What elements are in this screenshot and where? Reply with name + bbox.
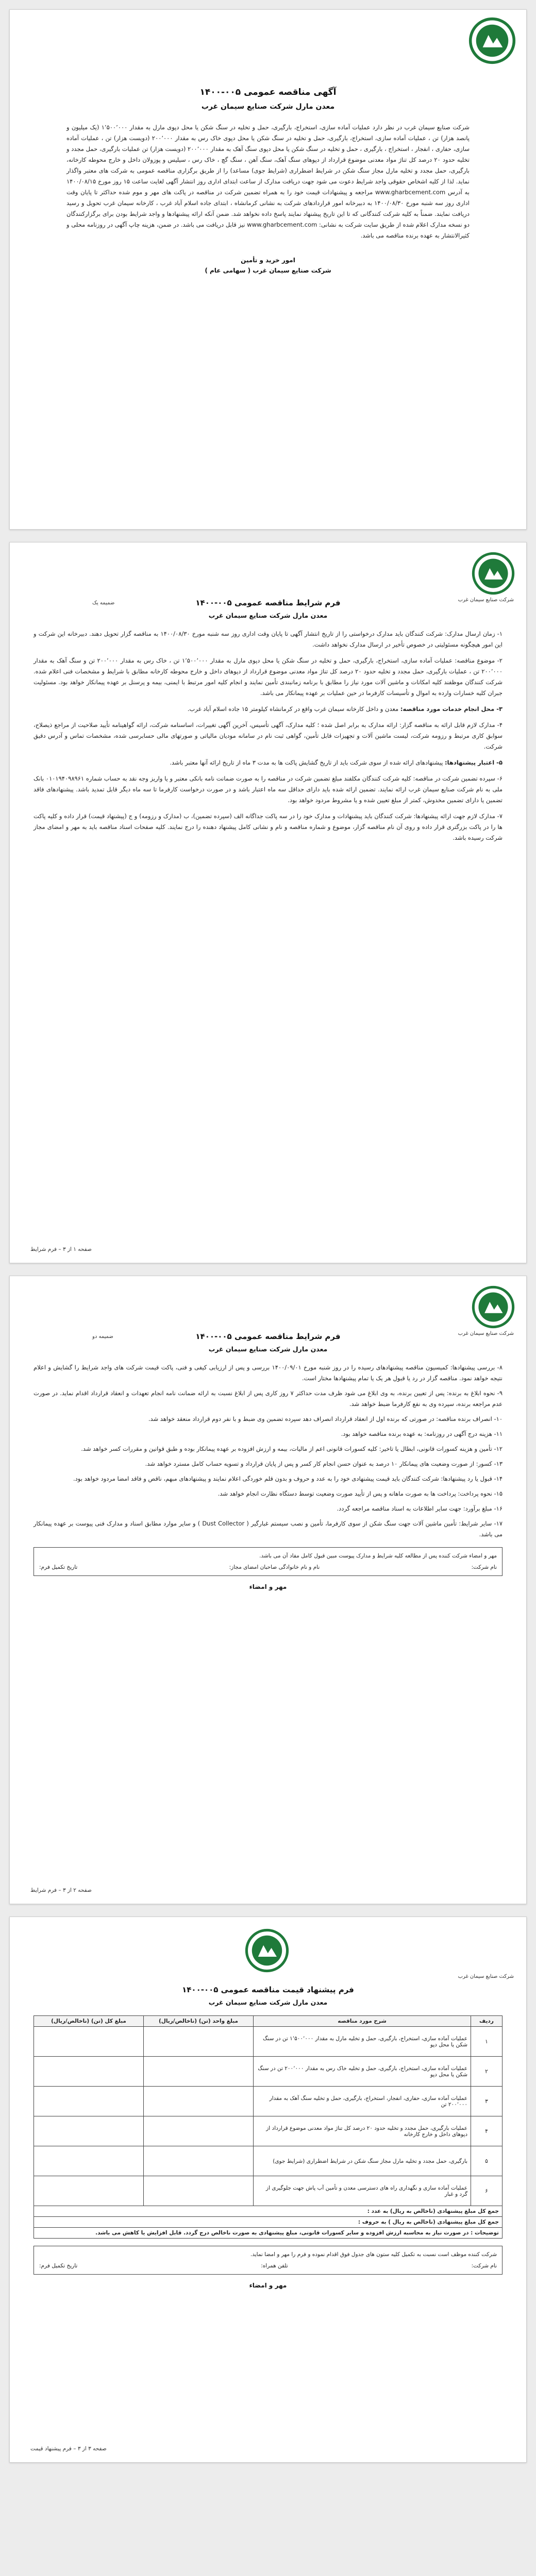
condition-8: ۸- بررسی پیشنهادها: کمیسیون مناقصه پیشنهادهای رسیده را در روز شنبه مورخ ۱۴۰۰/۰۹/۰۱ بررسی و پس از ارزیابی کیفی و فنی، پاکت قیمت شرکت های واجد شرایط را گشایش و اعلام نتیجه خواهد نمود. مناقصه گزار در رد یا قبول هر یک یا تمام پیشنهادها مختار است.: [34, 1364, 502, 1382]
condition-11: ۱۱- هزینه درج آگهی در روزنامه: به عهده برنده مناقصه خواهد بود.: [341, 1430, 502, 1437]
condition-10: ۱۰- انصراف برنده مناقصه: در صورتی که برنده اول از انعقاد قرارداد انصراف دهد سپرده تضمین وی ضبط و با نفر دوم قرارداد منعقد خواهد شد.: [148, 1415, 502, 1422]
total-price-cell[interactable]: [34, 2176, 144, 2206]
unit-price-cell[interactable]: [144, 2027, 254, 2057]
condition-5: [34, 757, 502, 768]
row-description: عملیات آماده سازی و نگهداری راه های دسترسی معدن و تأمین آب پاش جهت جلوگیری از گرد و غبار: [254, 2176, 471, 2206]
conditions-block: [34, 629, 502, 843]
row-description: بارگیری، حمل مجدد و تخلیه مارل مجاز سنگ شکن در شرایط اضطراری (شرایط جوی): [254, 2146, 471, 2176]
table-row: [34, 2027, 502, 2057]
notes-text: توضیحات : در صورت نیاز به محاسبه ارزش افزوده و سایر کسورات قانونی، مبلغ پیشنهادی به صورت ناخالص درج گردد. قابل افزایش یا کاهش می باشد.: [34, 2228, 502, 2239]
condition-13: ۱۳- کسور: از صورت وضعیت های پیمانکار ۱۰ درصد به عنوان حسن انجام کار کسر و پس از پایان قرارداد و تسویه حساب کامل مسترد خواهد شد.: [145, 1460, 502, 1467]
page-price-form: [9, 1917, 527, 2463]
row-description: عملیات بارگیری، حمل مجدد و تخلیه حدود ۲۰ درصد کل تناژ مواد معدنی موضوع قرارداد از دپوهای داخل و خارج کارخانه: [254, 2116, 471, 2146]
row-number: ۵: [471, 2146, 502, 2176]
notes-row: [34, 2228, 502, 2239]
row-number: ۳: [471, 2087, 502, 2116]
company-name-field: نام شرکت:: [471, 2263, 497, 2269]
page-subtitle: معدن مارل شرکت صنایع سیمان غرب: [208, 1345, 328, 1353]
condition-16: ۱۶- مبلغ برآورد: جهت سایر اطلاعات به اسناد مناقصه مراجعه گردد.: [337, 1505, 502, 1512]
attachment-ref: ضمیمه یک: [92, 600, 115, 606]
condition-6: ۶- سپرده تضمین شرکت در مناقصه: کلیه شرکت کنندگان مکلفند مبلغ تضمین شرکت در مناقصه را به صورت ضمانت نامه بانکی معتبر و یا واریز وجه نقد به حساب شماره ۰۱۰۱۹۴۰۹۸۹۶۱ بانک ملی به نام شرکت صنایع سیمان غرب ارائه نمایند. تضمین ارائه شده باید دارای حداقل سه ماه اعتبار باشد و در صورت درخواست کارفرما تا سه ماه دیگر قابل تمدید باشد. پیشنهادهای فاقد تضمین یا دارای تضمین مخدوش، کمتر از مبلغ تعیین شده و یا مشروط مردود خواهد بود.: [34, 775, 502, 804]
signature-box: [34, 1547, 502, 1576]
row-number: ۴: [471, 2116, 502, 2146]
row-description: عملیات آماده سازی، استخراج، بارگیری، حمل و تخلیه مارل به مقدار ۱٬۵۰۰٬۰۰۰ تن در سنگ شکن یا محل دپو: [254, 2027, 471, 2057]
conditions-block: [34, 1362, 502, 1540]
signatory-field: نام و نام خانوادگی صاحبان امضای مجاز:: [229, 1564, 320, 1570]
company-logo: [472, 1285, 515, 1329]
sum-number-label: جمع کل مبلغ پیشنهادی (ناخالص به ریال) به عدد :: [34, 2206, 502, 2217]
company-logo: [245, 1928, 289, 1973]
condition-5-label: ۵- اعتبار پیشنهادها:: [444, 759, 502, 766]
row-description: عملیات آماده سازی، استخراج، بارگیری، حمل و تخلیه خاک رس به مقدار ۲۰۰٬۰۰۰ تن در سنگ شکن یا محل دپو: [254, 2057, 471, 2087]
phone-field: تلفن همراه:: [261, 2263, 288, 2269]
table-row: [34, 2146, 502, 2176]
sum-words-label: جمع کل مبلغ پیشنهادی (ناخالص به ریال ) به حروف :: [34, 2217, 502, 2228]
condition-14: ۱۴- قبول یا رد پیشنهادها: شرکت کنندگان باید قیمت پیشنهادی خود را به عدد و حروف و بدون قلم خوردگی اعلام نمایند و پیشنهادهای مبهم، ناقص و فاقد امضا مردود خواهد بود.: [73, 1475, 502, 1482]
condition-5-text: پیشنهادهای ارائه شده از سوی شرکت باید از تاریخ گشایش پاکت ها به مدت ۳ ماه از تاریخ ارائه آنها معتبر باشد.: [170, 759, 443, 766]
signature-box: [34, 2246, 502, 2275]
page-footer: صفحه ۱ از ۳ – فرم شرایط: [30, 1246, 92, 1252]
row-number: ۱: [471, 2027, 502, 2057]
price-table: [34, 2015, 502, 2239]
total-price-cell[interactable]: [34, 2057, 144, 2087]
signature-company: شرکت صنایع سیمان غرب ( سهامی عام ): [205, 267, 331, 274]
company-logo: [468, 17, 516, 64]
total-price-cell[interactable]: [34, 2116, 144, 2146]
table-row: [34, 2087, 502, 2116]
row-number: ۶: [471, 2176, 502, 2206]
page-title: آگهی مناقصه عمومی ۰۰۵-۱۴۰۰: [199, 87, 337, 97]
table-header-row: [34, 2016, 502, 2027]
condition-1: ۱- زمان ارسال مدارک: شرکت کنندگان باید مدارک درخواستی را از تاریخ انتشار آگهی تا پایان وقت اداری روز سه شنبه مورخ ۱۴۰۰/۰۸/۳۰ به مناقصه گزار تحویل دهند. دبیرخانه این شرکت و این امور هیچگونه مسئولیتی در خصوص تأخیر در ارسال مدارک نخواهد داشت.: [34, 630, 502, 648]
condition-7: ۷- مدارک لازم جهت ارائه پیشنهادها: شرکت کنندگان باید پیشنهادات و مدارک خود را در سه پاکت جداگانه الف (سپرده تضمین)، ب (مدارک و رزومه) و ج (پیشنهاد قیمت) قرار داده و کلیه پاکت ها را در پاکت بزرگتری قرار داده و روی آن نام مناقصه گزار، موضوع و شماره مناقصه و نام و نشانی کامل پیشنهاد دهنده را درج نمایند. کلیه صفحات اسناد مناقصه باید به مهر و امضای مجاز شرکت رسیده باشد.: [34, 812, 502, 841]
page-subtitle: معدن مارل شرکت صنایع سیمان غرب: [208, 1998, 328, 2006]
stamp-label: مهر و امضاء: [249, 2282, 287, 2289]
page-title: فرم پیشنهاد قیمت مناقصه عمومی ۰۰۵-۱۴۰۰: [182, 1985, 354, 1994]
condition-4: ۴- مدارک لازم قابل ارائه به مناقصه گزار: ارائه مدارک به برابر اصل شده ؛ کلیه مدارک، آگهی تأسیس، آخرین آگهی تغییرات، اساسنامه شرکت، ارائه گواهینامه تأیید صلاحیت از مراجع ذیصلاح، سوابق کاری مرتبط و رزومه شرکت، لیست ماشین آلات و تجهیزات قابل تأمین، گواهی ثبت نام در سامانه مودیان مالیاتی و صورتهای مالی حسابرسی شده، مشخصات تماس و آدرس دقیق شرکت.: [34, 721, 502, 750]
condition-3-label: ۳- محل انجام خدمات مورد مناقصه:: [400, 705, 502, 713]
table-row: [34, 2057, 502, 2087]
total-price-cell[interactable]: [34, 2027, 144, 2057]
date-field: تاریخ تکمیل فرم:: [39, 2263, 78, 2269]
row-description: عملیات آماده سازی، حفاری، انفجار، استخراج، بارگیری، حمل و تخلیه سنگ آهک به مقدار ۲۰۰٬۰۰۰ تن: [254, 2087, 471, 2116]
table-row: [34, 2116, 502, 2146]
page-announcement: [9, 9, 527, 530]
col-row: ردیف: [471, 2016, 502, 2027]
signature-note: شرکت کننده موظف است نسبت به تکمیل کلیه ستون های جدول فوق اقدام نموده و فرم را مهر و امضا نماید.: [250, 2251, 497, 2258]
page-title: فرم شرایط مناقصه عمومی ۰۰۵-۱۴۰۰: [195, 598, 341, 607]
col-total-price: مبلغ کل (تن) (ناخالص/ریال): [34, 2016, 144, 2027]
condition-17: ۱۷- سایر شرایط: تأمین ماشین آلات جهت سنگ شکن از سوی کارفرما، تأمین و نصب سیستم غبارگیر ( Dust Collector ) و سایر موارد مطابق اسناد و مدارک فنی پیوست بر عهده پیمانکار می باشد.: [34, 1520, 502, 1538]
signature-department: امور خرید و تأمین: [241, 257, 295, 264]
table-row: [34, 2176, 502, 2206]
page-footer: صفحه ۳ از ۳ – فرم پیشنهاد قیمت: [30, 2446, 107, 2452]
page-subtitle: معدن مارل شرکت صنایع سیمان غرب: [201, 103, 335, 111]
date-field: تاریخ تکمیل فرم:: [39, 1564, 78, 1570]
unit-price-cell[interactable]: [144, 2057, 254, 2087]
page-footer: صفحه ۲ از ۳ – فرم شرایط: [30, 1887, 92, 1893]
condition-9: ۹- نحوه ابلاغ به برنده: پس از تعیین برنده، به وی ابلاغ می شود ظرف مدت حداکثر ۷ روز کاری پس از ابلاغ نسبت به ارائه ضمانت نامه انجام تعهدات و انعقاد قرارداد اقدام نماید. در صورت عدم مراجعه برنده، سپرده وی به نفع کارفرما ضبط خواهد شد.: [34, 1389, 502, 1408]
condition-2: ۲- موضوع مناقصه: عملیات آماده سازی، استخراج، بارگیری، حمل و تخلیه در سنگ شکن یا محل دپوی مارل به مقدار ۱٬۵۰۰٬۰۰۰ تن ، خاک رس به مقدار ۲۰۰٬۰۰۰ تن و سنگ آهک به مقدار ۲۰۰٬۰۰۰ تن ، عملیات بارگیری، حمل مجدد و تخلیه حدود ۲۰ درصد کل تناژ مواد معدنی موضوع قرارداد از دپوهای داخل و خارج محوطه کارخانه مطابق با شرایط و مشخصات فنی اعلام شده. شرکت کنندگان موظفند کلیه امکانات و ماشین آلات مورد نیاز را مطابق با برنامه زمانبندی تأمین نمایند و انجام کلیه امور مرتبط با ایمنی، بیمه و پرسنل بر عهده پیمانکار خواهد بود. مسئولیت جبران کلیه خسارات وارده به اموال و تأسیسات کارفرما در حین عملیات بر عهده پیمانکار می باشد.: [34, 657, 503, 697]
condition-3: [34, 704, 502, 715]
total-price-cell[interactable]: [34, 2087, 144, 2116]
stamp-label: مهر و امضاء: [249, 1583, 287, 1590]
col-unit-price: مبلغ واحد (تن) (ناخالص/ریال): [144, 2016, 254, 2027]
col-description: شرح مورد مناقصه: [254, 2016, 471, 2027]
sum-words-row: [34, 2217, 502, 2228]
signature-note: مهر و امضاء شرکت کننده پس از مطالعه کلیه شرایط و مدارک پیوست مبین قبول کامل مفاد آن می باشد.: [259, 1553, 497, 1559]
signature-fields: [39, 2263, 497, 2269]
page-conditions-1: [9, 542, 527, 1263]
company-name-field: نام شرکت:: [471, 1564, 497, 1570]
page-conditions-2: [9, 1276, 527, 1904]
header-company-name: شرکت صنایع سیمان غرب: [458, 1974, 514, 1979]
page-title: فرم شرایط مناقصه عمومی ۰۰۵-۱۴۰۰: [195, 1332, 341, 1341]
total-price-cell[interactable]: [34, 2146, 144, 2176]
sum-number-row: [34, 2206, 502, 2217]
signature-fields: [39, 1564, 497, 1570]
unit-price-cell[interactable]: [144, 2087, 254, 2116]
condition-3-text: معدن و داخل کارخانه سیمان غرب واقع در کرمانشاه کیلومتر ۱۵ جاده اسلام آباد غرب.: [187, 705, 399, 713]
attachment-ref: ضمیمه دو: [92, 1334, 113, 1340]
condition-12: ۱۲- تأمین و هزینه کسورات قانونی، ابطال یا تاخیر: کلیه کسورات قانونی اعم از مالیات، بیمه و ارزش افزوده بر عهده پیمانکار بوده و طبق قوانین و مقررات کسر خواهد شد.: [81, 1445, 502, 1452]
header-company-name: شرکت صنایع سیمان غرب: [458, 597, 514, 603]
company-logo: [472, 552, 515, 595]
page-subtitle: معدن مارل شرکت صنایع سیمان غرب: [208, 612, 328, 619]
unit-price-cell[interactable]: [144, 2116, 254, 2146]
unit-price-cell[interactable]: [144, 2176, 254, 2206]
row-number: ۲: [471, 2057, 502, 2087]
condition-15: ۱۵- نحوه پرداخت: پرداخت ها به صورت ماهانه و پس از تأیید صورت وضعیت توسط دستگاه نظارت انجام خواهد شد.: [217, 1490, 502, 1497]
unit-price-cell[interactable]: [144, 2146, 254, 2176]
price-table-wrap: [34, 2015, 502, 2239]
header-company-name: شرکت صنایع سیمان غرب: [458, 1331, 514, 1336]
announcement-body: شرکت صنایع سیمان غرب در نظر دارد عملیات آماده سازی، استخراج، بارگیری، حمل و تخلیه در سنگ شکن یا محل دپوی مارل به مقدار ۱٬۵۰۰٬۰۰۰ (یک میلیون و پانصد هزار) تن ، عملیات آماده سازی، استخراج، بارگیری، حمل و تخلیه در سنگ شکن یا محل دپوی خاک رس به مقدار ۲۰۰٬۰۰۰ (دویست هزار) تن ، عملیات آماده سازی، حفاری ، انفجار ، استخراج ، بارگیری ، حمل و تخلیه در سنگ شکن یا محل دپوی سنگ آهک به مقدار ۲۰۰٬۰۰۰ (دویست هزار) تن عملیات بارگیری، حمل مجدد و تخلیه حدود ۲۰ درصد کل تناژ مواد معدنی موضوع قرارداد از دپوهای سنگ آهک، سنگ آهن ، سنگ گچ ، خاک رس ، سیلیس و پوزولان داخل و خارج محوطه کارخانه، بارگیری، حمل مجدد و تخلیه مارل مجاز سنگ شکن در شرایط اضطراری (شرایط جوی) مساعد) را از طریق برگزاری مناقصه عمومی به شرکت های معتبر واگذار نماید. لذا از کلیه اشخاص حقوقی واجد شرایط دعوت می شود جهت دریافت مدارک از ساعت ابتدای اداری روز انتشار آگهی لغایت ساعت ۱۵ روز مورخ ۱۴۰۰/۰۸/۱۵ به آدرس www.gharbcement.com مراجعه و پیشنهادات قیمت خود را به همراه تضمین شرکت در مناقصه در پاکت های مهر و موم شده حداکثر تا پایان وقت اداری روز سه شنبه مورخ ۱۴۰۰/۰۸/۳۰ به دبیرخانه امور قراردادهای شرکت به نشانی کرمانشاه ، ابتدای جاده اسلام آباد غرب ، کارخانه سیمان غرب تحویل و رسید دریافت نمایند. ضمناً به کلیه شرکت کنندگانی که تا این تاریخ پیشنهاد نمایند پاسخ داده نخواهد شد. ضمن آنکه ارائه پیشنهادها و واجد شرایط بودن برای برگزارکنندگان دو نسخه مدارک اعلام شده از طریق سایت شرکت به نشانی: www.gharbcement.com نیز قابل دریافت می باشد. در ضمن، هزینه چاپ آگهی در روزنامه محلی و کثیرالانتشار به عهده برنده مناقصه می باشد.: [66, 124, 470, 239]
